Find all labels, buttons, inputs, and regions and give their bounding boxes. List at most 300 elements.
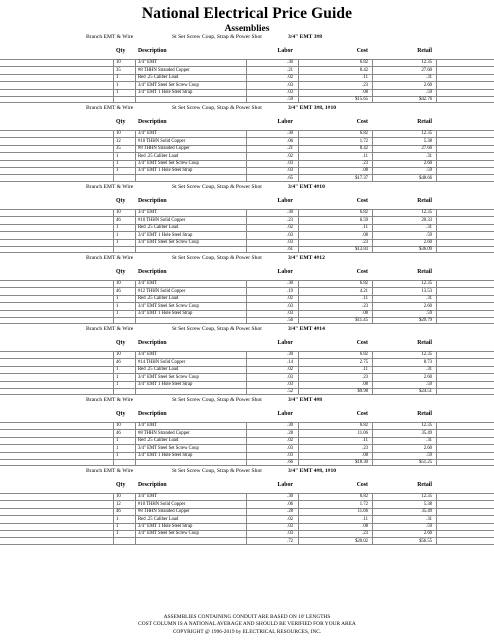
table-row — [0, 287, 494, 294]
assembly-code: 3/4" EMT 3#8, 1#10 — [288, 105, 337, 111]
table-row — [0, 381, 494, 388]
cost-cell: 6.59 — [359, 217, 368, 223]
grid-line — [246, 280, 247, 324]
table-row — [0, 81, 494, 88]
qty-header: Qty — [116, 119, 126, 125]
grid-line — [113, 59, 114, 103]
labor-cell: .02 — [287, 516, 293, 522]
description-cell: Red .25 Caliber Load — [138, 153, 179, 159]
retail-header: Retail — [417, 482, 432, 488]
grid-line — [372, 59, 373, 103]
cost-cell: 1.72 — [359, 138, 368, 144]
grid-line — [372, 493, 373, 545]
assembly-table — [0, 59, 494, 103]
retail-cell: 12.35 — [421, 494, 432, 500]
labor-cell: .02 — [287, 438, 293, 444]
retail-cell: .59 — [426, 452, 432, 458]
retail-cell: .31 — [426, 75, 432, 81]
qty-cell: 1 — [116, 310, 119, 316]
cost-cell: 8.42 — [359, 67, 368, 73]
description-cell: #8 THHN Stranded Copper — [138, 67, 190, 73]
description-header: Description — [138, 48, 167, 54]
description-cell: 3/4" EMT — [138, 60, 157, 66]
labor-cell: .02 — [287, 225, 293, 231]
cost-cell: .11 — [362, 153, 368, 159]
retail-cell: 12.35 — [421, 210, 432, 216]
labor-cell: .03 — [287, 445, 293, 451]
total-retail-cell: $42.76 — [419, 97, 432, 103]
grid-line — [113, 130, 114, 182]
table-row — [0, 66, 494, 73]
description-cell: #10 THHN Solid Copper — [138, 138, 186, 144]
labor-cell: .03 — [287, 523, 293, 529]
assembly-header — [0, 397, 494, 408]
description-cell: Red .25 Caliber Load — [138, 75, 179, 81]
retail-cell: 5.38 — [423, 138, 432, 144]
retail-header: Retail — [417, 269, 432, 275]
description-cell: #8 THHN Stranded Copper — [138, 509, 190, 515]
table-row — [0, 358, 494, 365]
retail-cell: .59 — [426, 310, 432, 316]
description-header: Description — [138, 198, 167, 204]
labor-cell: .23 — [287, 217, 293, 223]
column-header-row — [0, 48, 494, 59]
description-header: Description — [138, 482, 167, 488]
assembly-code: 3/4" EMT 4#14 — [288, 326, 325, 332]
retail-cell: .31 — [426, 367, 432, 373]
grid-line — [298, 130, 299, 182]
cost-header: Cost — [356, 198, 368, 204]
cost-cell: 4.21 — [359, 288, 368, 294]
grid-line — [436, 280, 437, 324]
retail-cell: .59 — [426, 168, 432, 174]
total-row — [0, 459, 494, 466]
grid-line — [113, 280, 114, 324]
grid-line — [246, 351, 247, 395]
total-cost-cell: $11.45 — [355, 318, 368, 324]
labor-cell: .30 — [287, 352, 293, 358]
grid-line — [436, 209, 437, 253]
labor-cell: .28 — [287, 509, 293, 515]
retail-cell: .31 — [426, 153, 432, 159]
labor-cell: .03 — [287, 381, 293, 387]
table-row — [0, 500, 494, 507]
assembly-category: Branch EMT & Wire — [86, 255, 134, 261]
assembly-category: Branch EMT & Wire — [86, 184, 134, 190]
description-cell: 3/4" EMT Steel Set Screw Coup — [138, 445, 199, 451]
assembly-section — [0, 255, 494, 324]
assembly-code: 3/4" EMT 4#8, 1#10 — [288, 468, 337, 474]
labor-cell: .02 — [287, 367, 293, 373]
footer-notes — [0, 614, 494, 636]
retail-cell: 2.60 — [423, 160, 432, 166]
labor-cell: .19 — [287, 288, 293, 294]
assembly-table — [0, 209, 494, 253]
assembly-section — [0, 34, 494, 103]
qty-cell: 1 — [116, 523, 119, 529]
cost-cell: 6.82 — [359, 352, 368, 358]
table-row — [0, 523, 494, 530]
description-cell: 3/4" EMT 1 Hole Steel Strap — [138, 168, 193, 174]
labor-cell: .06 — [287, 138, 293, 144]
grid-line — [436, 493, 437, 545]
grid-line — [135, 59, 136, 103]
qty-cell: 35 — [116, 146, 121, 152]
grid-line — [135, 130, 136, 182]
grid-line — [298, 59, 299, 103]
qty-cell: 46 — [116, 430, 121, 436]
table-row — [0, 429, 494, 436]
table-row — [0, 209, 494, 216]
labor-cell: .28 — [287, 430, 293, 436]
grid-line — [135, 280, 136, 324]
table-row — [0, 437, 494, 444]
qty-cell: 10 — [116, 131, 121, 137]
labor-cell: .30 — [287, 60, 293, 66]
grid-line — [135, 209, 136, 253]
labor-header: Labor — [277, 119, 293, 125]
total-labor-cell: .66 — [287, 460, 293, 466]
labor-cell: .21 — [287, 146, 293, 152]
labor-cell: .03 — [287, 374, 293, 380]
grid-line — [436, 351, 437, 395]
total-retail-cell: $48.66 — [419, 175, 432, 181]
cost-cell: .08 — [362, 168, 368, 174]
assembly-description: St Set Screw Coup, Strap & Power Shot — [172, 397, 262, 403]
assembly-category: Branch EMT & Wire — [86, 34, 134, 40]
assembly-section — [0, 326, 494, 395]
table-row — [0, 231, 494, 238]
total-retail-cell: $36.09 — [419, 247, 432, 253]
total-labor-cell: .56 — [287, 318, 293, 324]
assembly-code: 3/4" EMT 4#10 — [288, 184, 325, 190]
table-row — [0, 310, 494, 317]
table-row — [0, 137, 494, 144]
grid-line — [298, 209, 299, 253]
cost-cell: .11 — [362, 367, 368, 373]
column-header-row — [0, 340, 494, 351]
retail-cell: 2.60 — [423, 374, 432, 380]
qty-header: Qty — [116, 48, 126, 54]
total-row — [0, 96, 494, 103]
grid-line — [372, 422, 373, 466]
qty-cell: 12 — [116, 501, 121, 507]
assembly-section — [0, 184, 494, 253]
grid-line — [113, 209, 114, 253]
description-cell: #10 THHN Solid Copper — [138, 217, 186, 223]
retail-header: Retail — [417, 340, 432, 346]
grid-line — [246, 59, 247, 103]
qty-cell: 1 — [116, 381, 119, 387]
total-cost-cell: $9.98 — [357, 389, 368, 395]
qty-cell: 1 — [116, 445, 119, 451]
total-row — [0, 388, 494, 395]
assembly-category: Branch EMT & Wire — [86, 326, 134, 332]
description-cell: #12 THHN Solid Copper — [138, 288, 186, 294]
description-cell: 3/4" EMT — [138, 131, 157, 137]
table-row — [0, 508, 494, 515]
description-cell: 3/4" EMT — [138, 352, 157, 358]
assembly-header — [0, 468, 494, 479]
description-cell: 3/4" EMT — [138, 210, 157, 216]
description-cell: 3/4" EMT — [138, 281, 157, 287]
assembly-table — [0, 280, 494, 324]
description-header: Description — [138, 269, 167, 275]
description-cell: #8 THHN Stranded Copper — [138, 146, 190, 152]
description-cell: 3/4" EMT 1 Hole Steel Strap — [138, 381, 193, 387]
labor-header: Labor — [277, 269, 293, 275]
table-row — [0, 515, 494, 522]
qty-cell: 46 — [116, 288, 121, 294]
qty-cell: 10 — [116, 494, 121, 500]
labor-header: Labor — [277, 198, 293, 204]
labor-cell: .30 — [287, 494, 293, 500]
description-cell: 3/4" EMT Steel Set Screw Coup — [138, 82, 199, 88]
total-row — [0, 317, 494, 324]
table-row — [0, 74, 494, 81]
total-retail-cell: $24.51 — [419, 389, 432, 395]
retail-cell: .31 — [426, 438, 432, 444]
description-cell: 3/4" EMT Steel Set Screw Coup — [138, 374, 199, 380]
table-row — [0, 160, 494, 167]
labor-cell: .03 — [287, 168, 293, 174]
retail-cell: 2.60 — [423, 445, 432, 451]
grid-line — [135, 422, 136, 466]
qty-cell: 46 — [116, 217, 121, 223]
retail-header: Retail — [417, 411, 432, 417]
assembly-section — [0, 468, 494, 545]
qty-cell: 46 — [116, 509, 121, 515]
grid-line — [436, 422, 437, 466]
cost-cell: 6.82 — [359, 210, 368, 216]
cost-cell: .08 — [362, 310, 368, 316]
total-cost-cell: $15.65 — [355, 97, 368, 103]
labor-cell: .30 — [287, 131, 293, 137]
qty-cell: 1 — [116, 89, 119, 95]
cost-cell: .11 — [362, 225, 368, 231]
qty-cell: 1 — [116, 516, 119, 522]
cost-cell: .08 — [362, 452, 368, 458]
cost-cell: .23 — [362, 82, 368, 88]
qty-cell: 1 — [116, 82, 119, 88]
grid-line — [135, 493, 136, 545]
assembly-header — [0, 184, 494, 195]
assembly-description: St Set Screw Coup, Strap & Power Shot — [172, 105, 262, 111]
total-row — [0, 537, 494, 544]
description-cell: Red .25 Caliber Load — [138, 367, 179, 373]
column-header-row — [0, 411, 494, 422]
description-cell: #8 THHN Stranded Copper — [138, 430, 190, 436]
grid-line — [372, 209, 373, 253]
retail-cell: 12.35 — [421, 352, 432, 358]
assembly-description: St Set Screw Coup, Strap & Power Shot — [172, 326, 262, 332]
description-cell: 3/4" EMT Steel Set Screw Coup — [138, 303, 199, 309]
labor-cell: .03 — [287, 531, 293, 537]
labor-cell: .03 — [287, 452, 293, 458]
qty-cell: 1 — [116, 160, 119, 166]
retail-cell: 2.60 — [423, 303, 432, 309]
grid-line — [113, 422, 114, 466]
assembly-description: St Set Screw Coup, Strap & Power Shot — [172, 255, 262, 261]
description-cell: 3/4" EMT — [138, 494, 157, 500]
qty-cell: 10 — [116, 423, 121, 429]
description-cell: Red .25 Caliber Load — [138, 516, 179, 522]
labor-cell: .06 — [287, 501, 293, 507]
grid-line — [246, 209, 247, 253]
total-retail-cell: $29.79 — [419, 318, 432, 324]
qty-cell: 1 — [116, 374, 119, 380]
total-retail-cell: $56.55 — [419, 538, 432, 544]
grid-line — [298, 280, 299, 324]
labor-cell: .02 — [287, 153, 293, 159]
assembly-header — [0, 255, 494, 266]
retail-cell: 27.60 — [421, 67, 432, 73]
table-row — [0, 295, 494, 302]
grid-line — [298, 493, 299, 545]
qty-cell: 1 — [116, 531, 119, 537]
retail-cell: .31 — [426, 225, 432, 231]
labor-cell: .03 — [287, 310, 293, 316]
cost-cell: .11 — [362, 296, 368, 302]
assembly-code: 3/4" EMT 3#8 — [288, 34, 323, 40]
retail-cell: 27.60 — [421, 146, 432, 152]
cost-cell: 6.82 — [359, 423, 368, 429]
retail-cell: .59 — [426, 381, 432, 387]
retail-cell: .59 — [426, 89, 432, 95]
labor-cell: .30 — [287, 210, 293, 216]
assembly-code: 3/4" EMT 4#8 — [288, 397, 323, 403]
total-cost-cell: $17.37 — [355, 175, 368, 181]
qty-cell: 10 — [116, 60, 121, 66]
retail-cell: .31 — [426, 296, 432, 302]
table-row — [0, 216, 494, 223]
retail-cell: 12.35 — [421, 423, 432, 429]
retail-cell: 35.49 — [421, 509, 432, 515]
total-labor-cell: .65 — [287, 175, 293, 181]
assembly-table — [0, 493, 494, 545]
table-row — [0, 167, 494, 174]
retail-cell: 20.33 — [421, 217, 432, 223]
qty-cell: 12 — [116, 138, 121, 144]
cost-header: Cost — [356, 482, 368, 488]
labor-cell: .03 — [287, 239, 293, 245]
cost-cell: .23 — [362, 160, 368, 166]
cost-cell: .23 — [362, 445, 368, 451]
column-header-row — [0, 198, 494, 209]
grid-line — [436, 59, 437, 103]
total-labor-cell: .61 — [287, 247, 293, 253]
retail-cell: 2.60 — [423, 531, 432, 537]
qty-cell: 1 — [116, 75, 119, 81]
labor-header: Labor — [277, 340, 293, 346]
retail-cell: 8.73 — [423, 359, 432, 365]
retail-cell: .59 — [426, 232, 432, 238]
qty-cell: 10 — [116, 281, 121, 287]
labor-cell: .03 — [287, 303, 293, 309]
cost-cell: 6.82 — [359, 494, 368, 500]
description-cell: 3/4" EMT 1 Hole Steel Strap — [138, 89, 193, 95]
grid-line — [298, 351, 299, 395]
labor-cell: .30 — [287, 281, 293, 287]
description-cell: #14 THHN Solid Copper — [138, 359, 186, 365]
table-row — [0, 145, 494, 152]
assembly-category: Branch EMT & Wire — [86, 105, 134, 111]
table-row — [0, 89, 494, 96]
table-row — [0, 452, 494, 459]
description-cell: Red .25 Caliber Load — [138, 296, 179, 302]
table-row — [0, 422, 494, 429]
grid-line — [372, 280, 373, 324]
grid-line — [372, 130, 373, 182]
retail-header: Retail — [417, 198, 432, 204]
cost-cell: .23 — [362, 303, 368, 309]
assembly-code: 3/4" EMT 4#12 — [288, 255, 325, 261]
table-row — [0, 493, 494, 500]
qty-cell: 10 — [116, 210, 121, 216]
labor-header: Labor — [277, 482, 293, 488]
retail-cell: 5.38 — [423, 501, 432, 507]
retail-cell: 12.35 — [421, 60, 432, 66]
assembly-description: St Set Screw Coup, Strap & Power Shot — [172, 468, 262, 474]
retail-cell: 2.60 — [423, 239, 432, 245]
qty-cell: 1 — [116, 232, 119, 238]
labor-cell: .14 — [287, 359, 293, 365]
description-header: Description — [138, 340, 167, 346]
description-cell: 3/4" EMT Steel Set Screw Coup — [138, 239, 199, 245]
labor-cell: .30 — [287, 423, 293, 429]
qty-header: Qty — [116, 482, 126, 488]
grid-line — [246, 422, 247, 466]
retail-header: Retail — [417, 48, 432, 54]
table-row — [0, 373, 494, 380]
table-row — [0, 444, 494, 451]
grid-line — [246, 130, 247, 182]
description-cell: 3/4" EMT 1 Hole Steel Strap — [138, 232, 193, 238]
retail-cell: 2.60 — [423, 82, 432, 88]
table-row — [0, 366, 494, 373]
table-row — [0, 224, 494, 231]
cost-cell: 11.06 — [357, 509, 368, 515]
cost-cell: .23 — [362, 239, 368, 245]
description-cell: 3/4" EMT Steel Set Screw Coup — [138, 531, 199, 537]
total-cost-cell: $20.02 — [355, 538, 368, 544]
grid-line — [113, 351, 114, 395]
qty-cell: 1 — [116, 168, 119, 174]
retail-header: Retail — [417, 119, 432, 125]
cost-cell: .11 — [362, 438, 368, 444]
table-row — [0, 152, 494, 159]
cost-cell: 8.42 — [359, 146, 368, 152]
total-row — [0, 246, 494, 253]
cost-header: Cost — [356, 411, 368, 417]
assembly-table — [0, 130, 494, 182]
table-row — [0, 239, 494, 246]
labor-cell: .03 — [287, 82, 293, 88]
qty-cell: 1 — [116, 452, 119, 458]
retail-cell: .59 — [426, 523, 432, 529]
footer-line-3: COPYRIGHT @ 1996-2019 by ELECTRICAL RESOURCES, INC. — [172, 628, 322, 635]
cost-cell: .23 — [362, 531, 368, 537]
table-row — [0, 280, 494, 287]
table-row — [0, 59, 494, 66]
assembly-description: St Set Screw Coup, Strap & Power Shot — [172, 34, 262, 40]
grid-line — [436, 130, 437, 182]
total-cost-cell: $18.30 — [355, 460, 368, 466]
total-retail-cell: $51.25 — [419, 460, 432, 466]
qty-cell: 1 — [116, 438, 119, 444]
cost-cell: .08 — [362, 381, 368, 387]
grid-line — [113, 493, 114, 545]
